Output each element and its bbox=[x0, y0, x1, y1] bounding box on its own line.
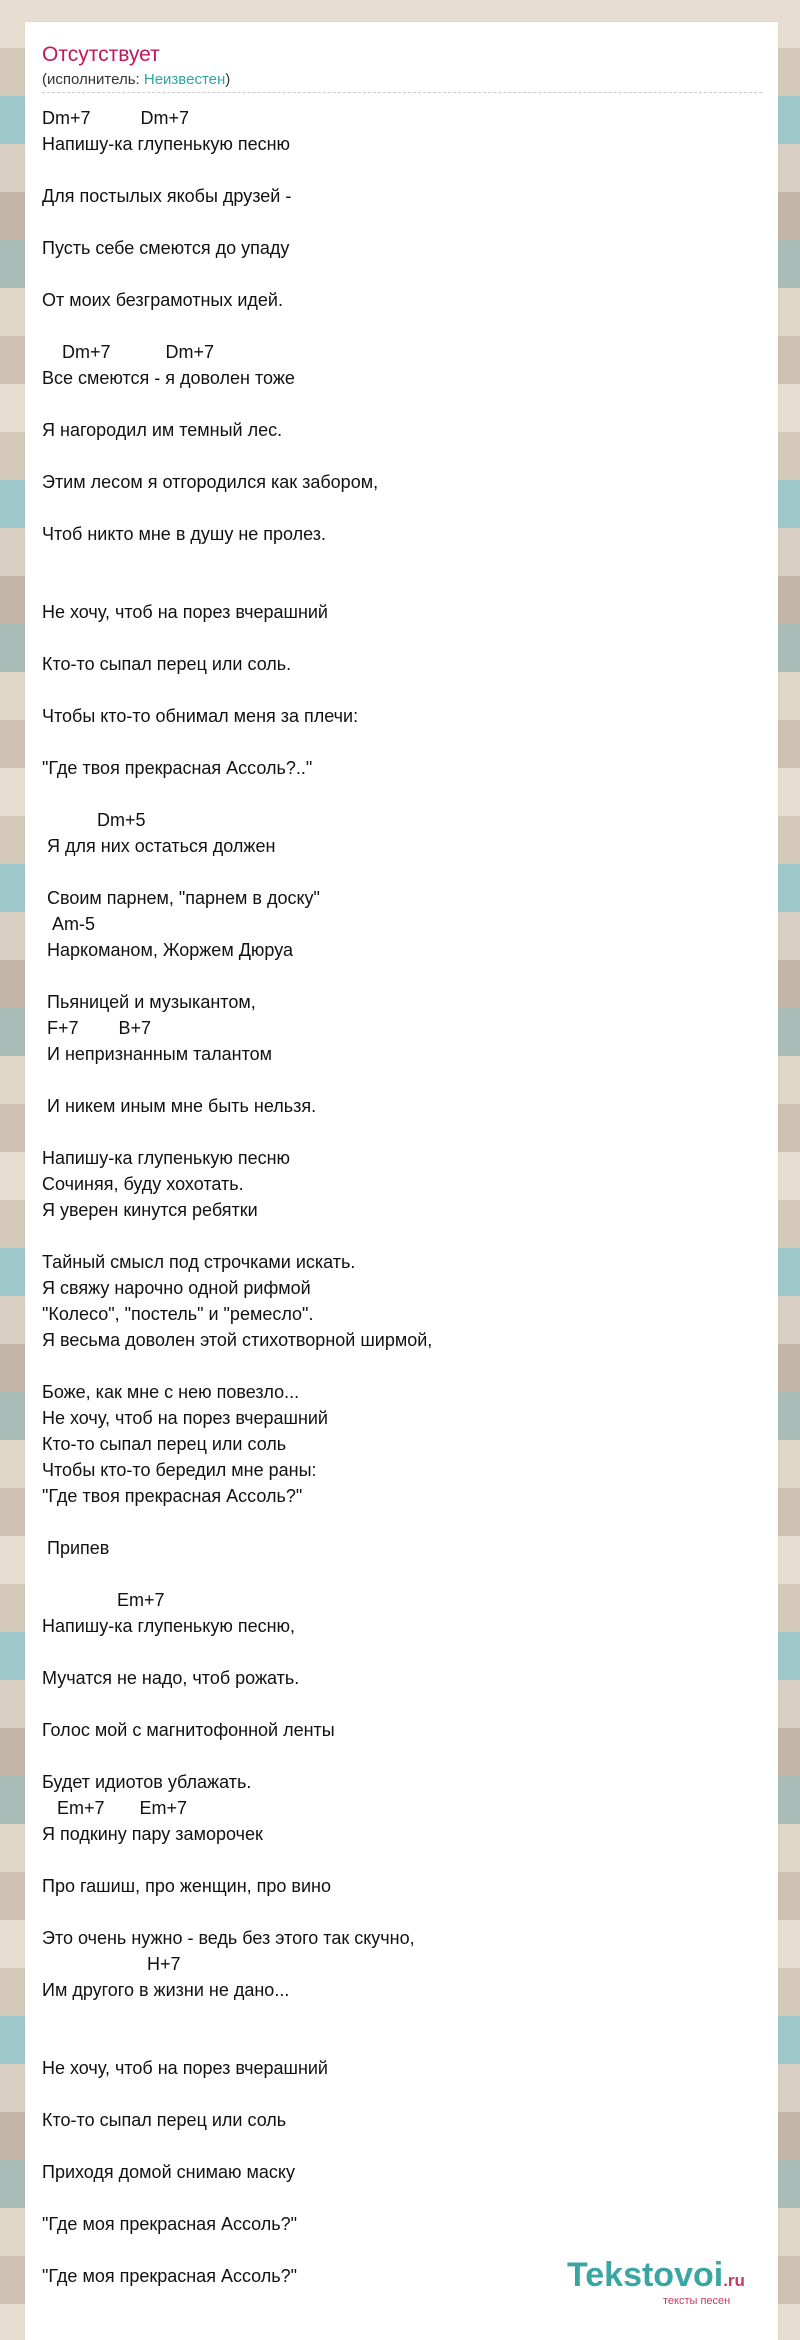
artist-suffix: ) bbox=[225, 71, 231, 88]
logo-subtitle: тексты песен bbox=[663, 2295, 731, 2307]
artist-prefix: (исполнитель: bbox=[42, 71, 144, 88]
logo-main-text: Tekstovoi bbox=[567, 2256, 724, 2294]
song-title: Отсутствует bbox=[42, 43, 160, 66]
lyrics-text: Dm+7 Dm+7 Напишу-ка глупенькую песню Для постылых якобы друзей - Пусть себе смеются до упаду От моих безграмотных идей. Dm+7 Dm+7 Все смеются - я доволен тоже Я нагородил им темный лес. Этим лесом я отгородился как забором, Чтоб никто мне в душу не пролез. Не хочу, чтоб на порез вчерашний Кто-то сыпал перец или соль. Чтобы кто-то обнимал меня за плечи: "Где твоя прекрасная Ассоль?.." Dm+5 Я для них остаться должен Своим парнем, "парнем в доску" Am-5 Наркоманом, Жоржем Дюруа Пьяницей и музыкантом, F+7 B+7 И непризнанным талантом И никем иным мне быть нельзя. Напишу-ка глупенькую песню Сочиняя, буду хохотать. Я уверен кинутся ребятки Тайный смысл под строчками искать. Я свяжу нарочно одной рифмой "Колесо", "постель" и "ремесло". Я весьма доволен этой стихотворной ширмой, Боже, как мне с нею повезло... Не хочу, чтоб на порез вчерашний Кто-то сыпал перец или соль Чтобы кто-то бередил мне раны: "Где твоя прекрасная Ассоль?" Припев Em+7 Напишу-ка глупенькую песню, Мучатся не надо, чтоб рожать. Голос мой с магнитофонной ленты Будет идиотов ублажать. Em+7 Em+7 Я подкину пару заморочек Про гашиш, про женщин, про вино Это очень нужно - ведь без этого так скучно, H+7 Им другого в жизни не дано... Не хочу, чтоб на порез вчерашний Кто-то сыпал перец или соль Приходя домой снимаю маску "Где моя прекрасная Ассоль?" "Где моя прекрасная Ассоль?" bbox=[42, 108, 433, 2286]
artist-link[interactable]: Неизвестен bbox=[143, 71, 226, 88]
title-divider bbox=[42, 92, 762, 93]
logo-tld: .ru bbox=[723, 2271, 745, 2290]
song-card bbox=[25, 22, 778, 2340]
artist-line bbox=[42, 70, 230, 90]
site-logo[interactable] bbox=[543, 2253, 743, 2323]
